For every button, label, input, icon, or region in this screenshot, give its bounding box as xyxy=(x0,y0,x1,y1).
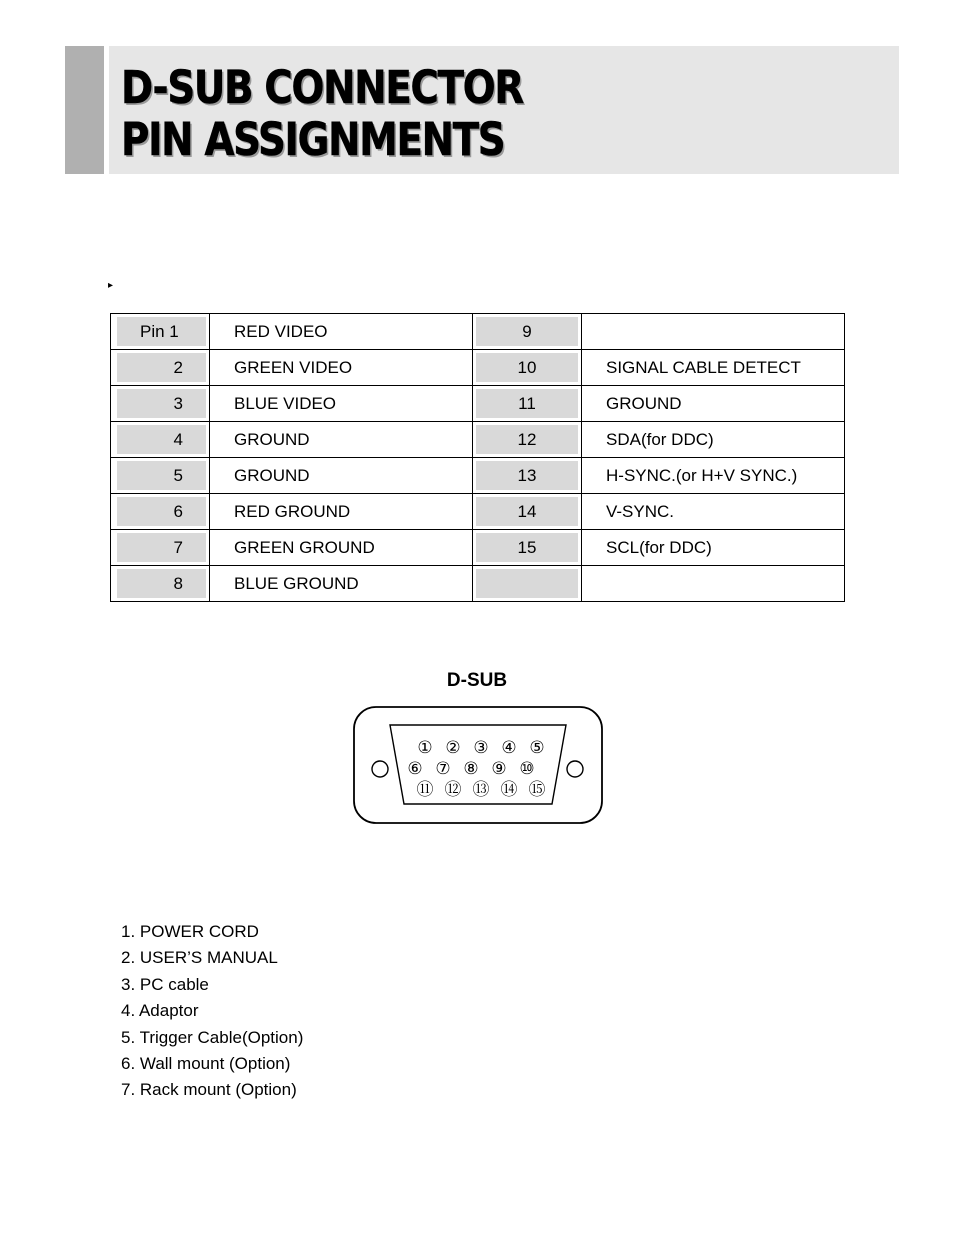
table-row xyxy=(111,314,845,350)
connector-pin-label: ⑪ xyxy=(416,780,434,800)
list-item: 3. PC cable xyxy=(121,974,209,994)
pin-number-cell: 6 xyxy=(111,494,210,530)
pin-signal-cell: GROUND xyxy=(582,386,845,422)
pin-number-cell: Pin 1 xyxy=(111,314,210,350)
connector-pin-label: ⑥ xyxy=(407,759,423,779)
table-row xyxy=(111,350,845,386)
pin-signal-cell: GREEN VIDEO xyxy=(210,350,473,386)
connector-pin-label: ③ xyxy=(473,738,489,758)
connector-pin-label: ⑮ xyxy=(528,780,546,800)
table-row xyxy=(111,422,845,458)
page-title-line-2: PIN ASSIGNMENTS xyxy=(121,113,505,166)
page-title-line-1: D-SUB CONNECTOR xyxy=(121,61,523,114)
pin-number-cell: 13 xyxy=(473,458,582,494)
connector-pin-label: ⑧ xyxy=(463,759,479,779)
pin-signal-cell: GROUND xyxy=(210,422,473,458)
connector-pin-label: ⑫ xyxy=(444,780,462,800)
accessories-list xyxy=(121,919,303,1104)
pin-signal-cell: SIGNAL CABLE DETECT xyxy=(582,350,845,386)
header-accent-bar xyxy=(65,46,104,174)
pin-signal-cell: SCL(for DDC) xyxy=(582,530,845,566)
triangle-bullet-icon: ▸ xyxy=(108,280,114,291)
pin-number-cell: 9 xyxy=(473,314,582,350)
pin-number-cell: 10 xyxy=(473,350,582,386)
table-row xyxy=(111,458,845,494)
pin-signal-cell: RED VIDEO xyxy=(210,314,473,350)
pin-number-cell: 12 xyxy=(473,422,582,458)
connector-label: D-SUB xyxy=(446,670,508,691)
table-row xyxy=(111,494,845,530)
list-item: 6. Wall mount (Option) xyxy=(121,1053,291,1073)
pin-signal-cell: BLUE GROUND xyxy=(210,566,473,602)
pin-signal-cell: RED GROUND xyxy=(210,494,473,530)
pin-number-cell: 15 xyxy=(473,530,582,566)
table-row xyxy=(111,530,845,566)
list-item: 4. Adaptor xyxy=(121,1001,199,1021)
connector-pin-label: ⑬ xyxy=(472,780,490,800)
pin-number-cell: 3 xyxy=(111,386,210,422)
pin-signal-cell: GROUND xyxy=(210,458,473,494)
pin-signal-cell xyxy=(582,314,845,350)
pin-number-cell: 5 xyxy=(111,458,210,494)
connector-pin-label: ① xyxy=(417,738,433,758)
connector-pin-label: ④ xyxy=(501,738,517,758)
pin-number-cell: 4 xyxy=(111,422,210,458)
connector-pin-label: ⑩ xyxy=(519,759,535,779)
table-row xyxy=(111,566,845,602)
pin-number-cell: 8 xyxy=(111,566,210,602)
connector-pin-label: ② xyxy=(445,738,461,758)
pin-number-cell: 11 xyxy=(473,386,582,422)
pin-number-cell: 14 xyxy=(473,494,582,530)
list-item: 1. POWER CORD xyxy=(121,922,259,941)
connector-pins xyxy=(407,738,545,800)
pin-number-cell: 2 xyxy=(111,350,210,386)
connector-pin-label: ⑦ xyxy=(435,759,451,779)
pin-signal-cell: SDA(for DDC) xyxy=(582,422,845,458)
pin-signal-cell: GREEN GROUND xyxy=(210,530,473,566)
pin-signal-cell: H-SYNC.(or H+V SYNC.) xyxy=(582,458,845,494)
connector-pin-label: ⑤ xyxy=(529,738,545,758)
pin-number-cell xyxy=(473,566,582,602)
pin-signal-cell: BLUE VIDEO xyxy=(210,386,473,422)
list-item: 5. Trigger Cable(Option) xyxy=(121,1027,304,1047)
right-mounting-hole xyxy=(567,761,583,777)
pin-assignment-table xyxy=(110,313,845,602)
pin-signal-cell: V-SYNC. xyxy=(582,494,845,530)
d-sub-connector-diagram xyxy=(352,705,604,825)
page-title xyxy=(121,62,523,166)
pin-signal-cell xyxy=(582,566,845,602)
pin-number-cell: 7 xyxy=(111,530,210,566)
connector-pin-label: ⑭ xyxy=(500,780,518,800)
list-item: 2. USER’S MANUAL xyxy=(121,948,278,968)
table-row xyxy=(111,386,845,422)
left-mounting-hole xyxy=(372,761,388,777)
list-item: 7. Rack mount (Option) xyxy=(121,1080,297,1100)
connector-pin-label: ⑨ xyxy=(491,759,507,779)
